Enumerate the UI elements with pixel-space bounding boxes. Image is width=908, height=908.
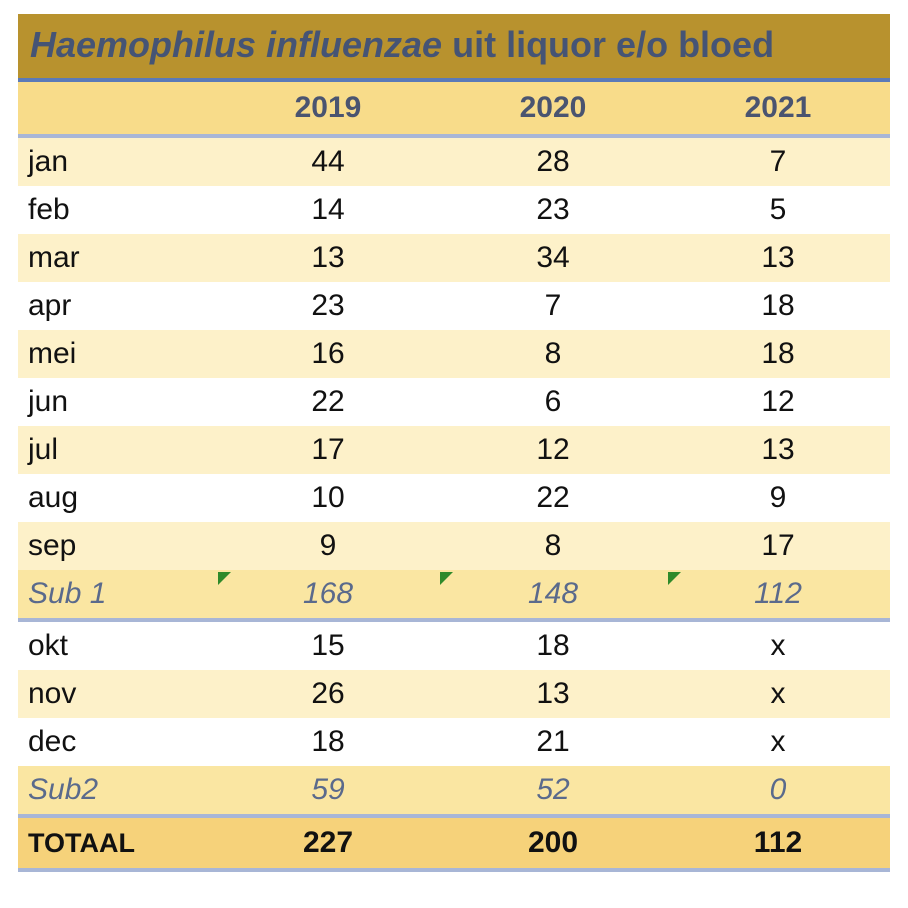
month-cell[interactable]: okt bbox=[28, 629, 69, 662]
month-cell[interactable]: aug bbox=[28, 481, 79, 514]
value-cell-2021[interactable]: x bbox=[770, 677, 786, 710]
value-cell-2021[interactable]: 18 bbox=[761, 289, 795, 322]
value-cell-2020[interactable]: 8 bbox=[544, 529, 562, 562]
value-cell-2019[interactable]: 10 bbox=[311, 481, 345, 514]
value-cell-2021[interactable]: 13 bbox=[761, 433, 795, 466]
total-cell-2021[interactable]: 112 bbox=[753, 826, 803, 859]
month-cell[interactable]: feb bbox=[28, 193, 70, 226]
value-cell-2020[interactable]: 13 bbox=[536, 677, 570, 710]
value-cell-2021[interactable]: 12 bbox=[761, 385, 795, 418]
table-row bbox=[18, 622, 890, 670]
value-cell-2020[interactable]: 28 bbox=[536, 145, 570, 178]
value-cell-2019[interactable]: 18 bbox=[311, 725, 345, 758]
value-cell-2019[interactable]: 16 bbox=[311, 337, 345, 370]
title-rest: uit liquor e/o bloed bbox=[442, 24, 775, 65]
subtotal-row-2 bbox=[18, 766, 890, 814]
subtotal-cell-2021[interactable]: 112 bbox=[754, 577, 802, 610]
value-cell-2020[interactable]: 34 bbox=[536, 241, 570, 274]
table-row bbox=[18, 474, 890, 522]
table-row bbox=[18, 186, 890, 234]
total-label[interactable]: TOTAAL bbox=[28, 827, 135, 858]
table-row bbox=[18, 670, 890, 718]
value-cell-2021[interactable]: 5 bbox=[769, 193, 787, 226]
table-bottom-border bbox=[18, 868, 890, 872]
header-year-2020[interactable]: 2020 bbox=[519, 91, 587, 124]
value-cell-2020[interactable]: 7 bbox=[544, 289, 562, 322]
month-cell[interactable]: dec bbox=[28, 725, 77, 758]
value-cell-2020[interactable]: 22 bbox=[536, 481, 570, 514]
subtotal-label[interactable]: Sub 1 bbox=[28, 577, 107, 610]
table-row bbox=[18, 718, 890, 766]
table-title bbox=[30, 24, 774, 66]
value-cell-2020[interactable]: 12 bbox=[536, 433, 570, 466]
value-cell-2019[interactable]: 17 bbox=[311, 433, 345, 466]
value-cell-2019[interactable]: 22 bbox=[311, 385, 345, 418]
value-cell-2019[interactable]: 13 bbox=[311, 241, 345, 274]
subtotal-cell-2019[interactable]: 59 bbox=[311, 773, 345, 806]
spreadsheet-table bbox=[18, 14, 890, 872]
value-cell-2020[interactable]: 6 bbox=[544, 385, 562, 418]
value-cell-2019[interactable]: 23 bbox=[311, 289, 345, 322]
value-cell-2021[interactable]: x bbox=[770, 725, 786, 758]
subtotal-row-1 bbox=[18, 570, 890, 618]
table-row bbox=[18, 378, 890, 426]
total-cell-2019[interactable]: 227 bbox=[302, 826, 354, 859]
month-cell[interactable]: jan bbox=[28, 145, 69, 178]
subtotal-cell-2019[interactable]: 168 bbox=[302, 577, 354, 610]
value-cell-2021[interactable]: 18 bbox=[761, 337, 795, 370]
total-row bbox=[18, 818, 890, 868]
month-cell[interactable]: mei bbox=[28, 337, 77, 370]
value-cell-2020[interactable]: 23 bbox=[536, 193, 570, 226]
subtotal-cell-2021[interactable]: 0 bbox=[769, 773, 787, 806]
title-organism: Haemophilus influenzae bbox=[30, 24, 443, 65]
value-cell-2020[interactable]: 21 bbox=[536, 725, 570, 758]
value-cell-2019[interactable]: 15 bbox=[311, 629, 345, 662]
table-row bbox=[18, 522, 890, 570]
table-row bbox=[18, 330, 890, 378]
value-cell-2021[interactable]: 13 bbox=[761, 241, 795, 274]
header-year-2019[interactable]: 2019 bbox=[294, 91, 362, 124]
value-cell-2020[interactable]: 18 bbox=[536, 629, 570, 662]
value-cell-2019[interactable]: 14 bbox=[311, 193, 345, 226]
month-cell[interactable]: sep bbox=[28, 529, 77, 562]
month-cell[interactable]: apr bbox=[28, 289, 72, 322]
month-cell[interactable]: mar bbox=[28, 241, 80, 274]
total-cell-2020[interactable]: 200 bbox=[527, 826, 579, 859]
value-cell-2019[interactable]: 26 bbox=[311, 677, 345, 710]
table-row bbox=[18, 138, 890, 186]
subtotal-cell-2020[interactable]: 148 bbox=[527, 577, 579, 610]
value-cell-2020[interactable]: 8 bbox=[544, 337, 562, 370]
subtotal-label[interactable]: Sub2 bbox=[28, 773, 99, 806]
table-row bbox=[18, 234, 890, 282]
formula-warning-marker bbox=[440, 572, 453, 585]
month-cell[interactable]: nov bbox=[28, 677, 77, 710]
value-cell-2021[interactable]: 17 bbox=[761, 529, 795, 562]
table-row bbox=[18, 426, 890, 474]
month-cell[interactable]: jun bbox=[28, 385, 69, 418]
value-cell-2019[interactable]: 9 bbox=[319, 529, 337, 562]
value-cell-2021[interactable]: 7 bbox=[769, 145, 787, 178]
value-cell-2019[interactable]: 44 bbox=[311, 145, 345, 178]
table-title-row bbox=[18, 14, 890, 78]
value-cell-2021[interactable]: x bbox=[770, 629, 786, 662]
value-cell-2021[interactable]: 9 bbox=[769, 481, 787, 514]
table-row bbox=[18, 282, 890, 330]
subtotal-cell-2020[interactable]: 52 bbox=[536, 773, 570, 806]
month-cell[interactable]: jul bbox=[28, 433, 59, 466]
header-row bbox=[18, 82, 890, 134]
header-year-2021[interactable]: 2021 bbox=[744, 91, 812, 124]
